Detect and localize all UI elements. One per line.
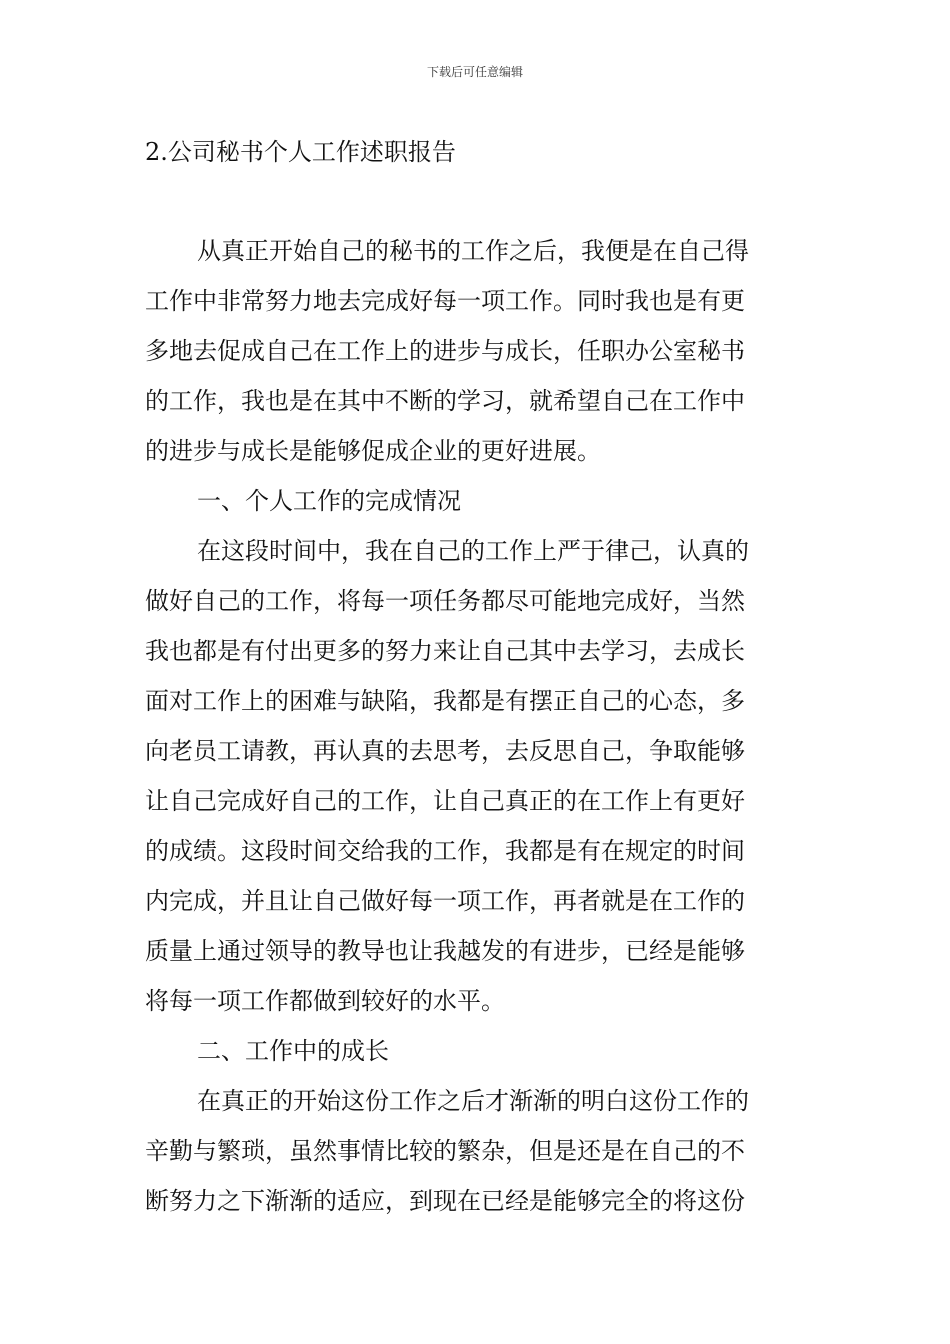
section-heading: 二、工作中的成长 [197, 1037, 389, 1065]
paragraph-line: 从真正开始自己的秘书的工作之后，我便是在自己得 [197, 237, 749, 265]
paragraph-line: 辛勤与繁琐，虽然事情比较的繁杂，但是还是在自己的不 [145, 1137, 745, 1165]
paragraph-line: 的成绩。这段时间交给我的工作，我都是有在规定的时间 [145, 837, 745, 865]
paragraph-line: 让自己完成好自己的工作，让自己真正的在工作上有更好 [145, 787, 745, 815]
document-body [145, 226, 807, 1226]
paragraph-line: 我也都是有付出更多的努力来让自己其中去学习，去成长 [145, 637, 745, 665]
paragraph-line: 多地去促成自己在工作上的进步与成长，任职办公室秘书 [145, 337, 745, 365]
paragraph-line: 做好自己的工作，将每一项任务都尽可能地完成好，当然 [145, 587, 745, 615]
paragraph-line: 工作中非常努力地去完成好每一项工作。同时我也是有更 [145, 287, 745, 315]
paragraph-line: 的进步与成长是能够促成企业的更好进展。 [145, 437, 601, 465]
section-heading: 一、个人工作的完成情况 [197, 487, 461, 515]
paragraph-line: 面对工作上的困难与缺陷，我都是有摆正自己的心态，多 [145, 687, 745, 715]
paragraph-line: 质量上通过领导的教导也让我越发的有进步，已经是能够 [145, 937, 745, 965]
paragraph-line: 在这段时间中，我在自己的工作上严于律己，认真的 [197, 537, 749, 565]
paragraph-line: 的工作，我也是在其中不断的学习，就希望自己在工作中 [145, 387, 745, 415]
paragraph-line: 将每一项工作都做到较好的水平。 [145, 987, 505, 1015]
paragraph-line: 内完成，并且让自己做好每一项工作，再者就是在工作的 [145, 887, 745, 915]
paragraph-line: 向老员工请教，再认真的去思考，去反思自己，争取能够 [145, 737, 745, 765]
document-title: 2.公司秘书个人工作述职报告 [145, 138, 456, 166]
paragraph-line: 断努力之下渐渐的适应，到现在已经是能够完全的将这份 [145, 1187, 745, 1215]
paragraph-line: 在真正的开始这份工作之后才渐渐的明白这份工作的 [197, 1087, 749, 1115]
page-header: 下载后可任意编辑 [426, 65, 523, 79]
